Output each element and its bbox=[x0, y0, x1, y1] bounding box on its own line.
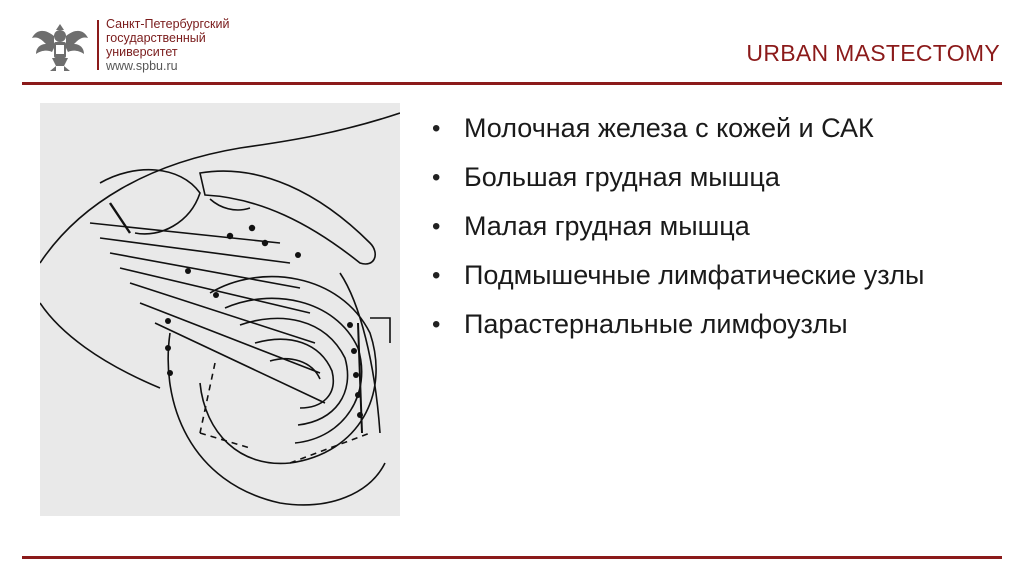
university-name-line: университет bbox=[106, 45, 178, 59]
bullet-item bbox=[430, 153, 1015, 202]
bullet-text: Малая грудная мышца bbox=[464, 211, 750, 241]
bullet-dot-icon: • bbox=[432, 262, 441, 289]
bullet-item bbox=[430, 104, 1015, 153]
anatomy-illustration-icon bbox=[40, 103, 400, 516]
bullet-dot-icon: • bbox=[432, 164, 441, 191]
university-name bbox=[106, 17, 276, 73]
bullet-dot-icon: • bbox=[432, 213, 441, 240]
bullet-item bbox=[430, 251, 1015, 300]
slide-title: URBAN MASTECTOMY bbox=[746, 40, 1000, 66]
university-website: www.spbu.ru bbox=[106, 59, 178, 73]
footer-divider bbox=[22, 556, 1002, 559]
logo-divider bbox=[97, 20, 99, 70]
bullet-list bbox=[430, 104, 1015, 349]
bullet-dot-icon: • bbox=[432, 311, 441, 338]
bullet-item bbox=[430, 300, 1015, 349]
bullet-text: Молочная железа с кожей и САК bbox=[464, 113, 874, 143]
bullet-item bbox=[430, 202, 1015, 251]
bullet-text: Парастернальные лимфоузлы bbox=[464, 309, 848, 339]
spbu-emblem-icon bbox=[30, 18, 90, 72]
university-name-line: Санкт-Петербургский bbox=[106, 17, 230, 31]
bullet-text: Большая грудная мышца bbox=[464, 162, 780, 192]
slide-header bbox=[0, 0, 1024, 84]
bullet-text: Подмышечные лимфатические узлы bbox=[464, 260, 925, 290]
bullet-dot-icon: • bbox=[432, 115, 441, 142]
header-divider bbox=[22, 82, 1002, 85]
university-name-line: государственный bbox=[106, 31, 206, 45]
